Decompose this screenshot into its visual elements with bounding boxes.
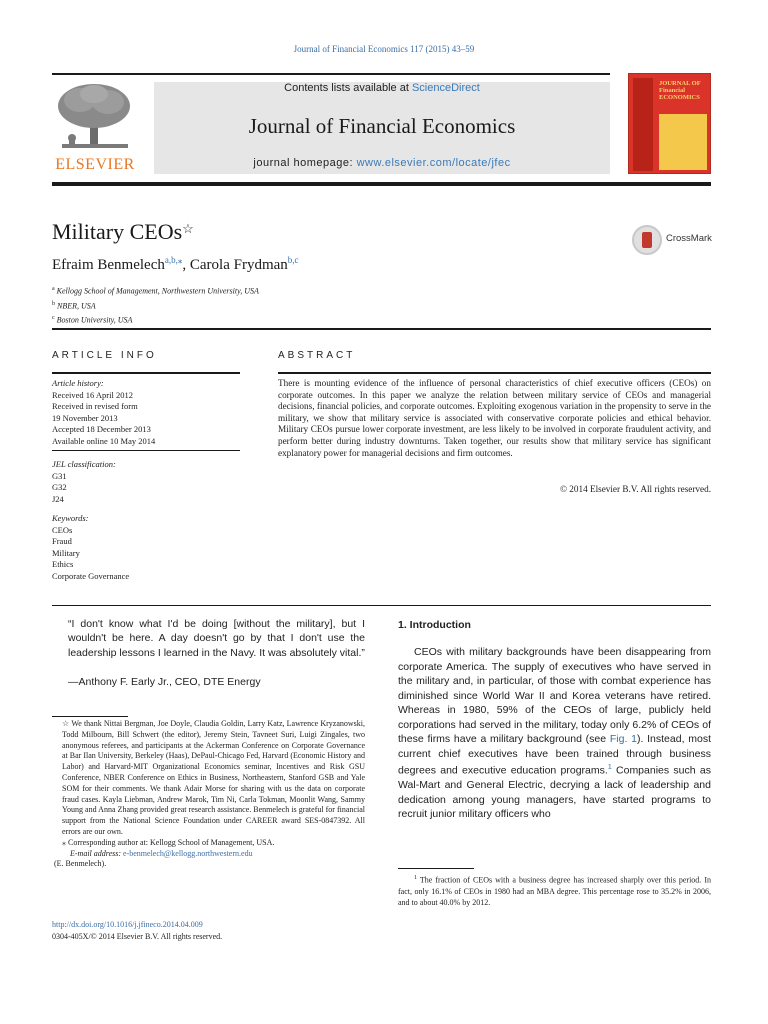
author-benmelech-affil[interactable]: a,b,⁎ (164, 255, 183, 265)
affiliation-a: $^a$ Kellogg School of Management, Northwestern University, USA (52, 286, 259, 296)
elsevier-logo (52, 82, 138, 174)
figure-1-link[interactable]: Fig. 1 (609, 733, 637, 745)
history-item: 19 November 2013 (52, 412, 118, 423)
abstract-copyright: © 2014 Elsevier B.V. All rights reserved. (560, 484, 711, 494)
corresponding-note: ⁎ Corresponding author at: Kellogg School of Management, USA. (62, 837, 275, 847)
footnote-1 (398, 873, 711, 908)
cover-strip (633, 78, 653, 171)
ack-mark: ☆ (62, 719, 70, 728)
footnote-1-ref[interactable]: 1 (607, 764, 612, 771)
author-frydman: , Carola Frydman (182, 257, 288, 273)
journal-header-panel (154, 82, 610, 174)
epigraph-attribution: —Anthony F. Early Jr., CEO, DTE Energy (68, 676, 261, 688)
history-item: Received 16 April 2012 (52, 389, 133, 400)
contents-line (154, 82, 610, 94)
jel-code: G32 (52, 482, 67, 492)
cover-body (659, 114, 707, 170)
contents-prefix: Contents lists available at (284, 82, 412, 94)
journal-citation[interactable]: Journal of Financial Economics 117 (2015) 43–59 (293, 44, 475, 54)
header-top-rule (52, 73, 610, 75)
abstract-text: There is mounting evidence of the influence of personal characteristics of chief executive officers (CEOs) on corporate outcomes. In this paper we analyze the relation between military service of CEOs and managerial decisions, financial policies, and corporate outcomes. Exploiting exogenous variation in the propensity to serve in the military, we show that military service is associated with conservative corporate policies and ethical behavior. Military CEOs pursue lower corporate investment, are less likely to be involved in corporate fraudulent activity, and perform better during industry downturns. Taken together, our results show that military service has significant explanatory power for managerial decisions and firm outcomes. (278, 378, 711, 458)
history-label: Article history: (52, 378, 104, 388)
info-separator (52, 450, 240, 451)
keyword: Corporate Governance (52, 570, 130, 581)
affiliations (52, 283, 259, 327)
homepage-prefix: journal homepage: (253, 157, 357, 169)
footnote-rule-left (52, 716, 128, 717)
tree-icon (52, 82, 138, 154)
history-item: Accepted 18 December 2013 (52, 424, 151, 434)
article-history (52, 378, 240, 451)
doi-link[interactable]: http://dx.doi.org/10.1016/j.jfineco.2014.04.009 (52, 920, 203, 929)
article-info (52, 378, 240, 590)
author-line (52, 255, 299, 274)
keyword: CEOs (52, 524, 73, 535)
homepage-line (154, 157, 610, 169)
article-info-heading: ARTICLE INFO (52, 350, 157, 361)
crossmark-label: CrossMark (666, 233, 712, 244)
history-item: Available online 10 May 2014 (52, 435, 156, 446)
crossmark-badge[interactable] (632, 225, 712, 255)
cover-title: JOURNAL OF Financial ECONOMICS (659, 80, 701, 101)
keyword: Ethics (52, 559, 74, 569)
author-benmelech: Efraim Benmelech (52, 257, 165, 273)
keywords (52, 513, 240, 582)
history-item: Received in revised form (52, 401, 138, 411)
email-note: E-mail address: e-benmelech@kellogg.northwestern.edu (70, 848, 253, 858)
journal-title: Journal of Financial Economics (248, 114, 516, 138)
article-title (52, 219, 194, 245)
title-footnote-mark[interactable]: ☆ (182, 221, 194, 236)
ack-text: We thank Nittai Bergman, Joe Doyle, Claudia Goldin, Larry Katz, Lawrence Kryzanowski, Todd Milbourn, Bill Schwert (the editor), Jeremy Stein, Tavneet Suri, Luigi Zingales, two anonymous referees, and participants at the Ackerman Conference on Corporate Governance at Bar Ilan University, Berkeley (Haas), DePaul-Chicago Fed, Harvard (Economic History and Labor) and Harvard-MIT Organizational Economics seminar, Incentives and Risk GSU Conference, NBER Conference on Ethics in Business, Northeastern, Stanford GSB and Yale SOM for their comments. We thank Adair Morse for sharing with us the data on corporate fraud cases. Kayla Liebman, Andrew Marok, Tim Ni, Carla Tokman, Moonlit Wang, Sammy Young and Anna Zhang provided great research assistance. Benmelech is grateful for financial support from the National Science Foundation under CAREER award SES-0847392. All errors are our own. (62, 719, 366, 836)
article-title-text: Military CEOs (52, 219, 183, 244)
introduction-paragraph: CEOs with military backgrounds have been disappearing from corporate America. The supply of executives who have served in the military and, in particular, of those with combat experience has diminished since World War II and Korea veterans have retired. Whereas in 1980, 59% of the CEOs of large, publicly held corporations had served in the military, today only 6.2% of CEOs of these firms have a military background (see Fig. 1). Instead, most current chief executives have been trained through business degrees and executive education programs.$^1$ Companies such as Wal-Mart and General Electric, decrying a lack of leadership and dedication among young managers, have started programs to recruit junior military officers who (398, 646, 711, 820)
jel-code: G31 (52, 470, 67, 481)
title-rule (52, 328, 711, 330)
ack-paragraph (52, 719, 365, 838)
footnote-1-mark: 1 (414, 875, 417, 881)
affiliation-b: $^b$ NBER, USA (52, 300, 96, 311)
email-link[interactable]: e-benmelech@kellogg.northwestern.edu (123, 848, 253, 858)
crossmark-icon (632, 225, 662, 255)
abstract-rule (278, 372, 711, 374)
sciencedirect-link[interactable]: ScienceDirect (411, 82, 480, 94)
footnote-1-text: The fraction of CEOs with a business degree has increased sharply over this period. In fact, only 16.1% of CEOs in 1980 had an MBA degree. This percentage rose to 35.2% in 2006, and to about 40.0% by 2012. (398, 875, 711, 908)
jel-classification (52, 459, 240, 505)
elsevier-wordmark: ELSEVIER (55, 156, 135, 173)
footnote-rule-right (398, 868, 474, 869)
acknowledgements-footnote (52, 719, 365, 870)
keywords-label: Keywords: (52, 513, 89, 523)
jel-code: J24 (52, 493, 64, 504)
body-separator-rule (52, 605, 711, 606)
keyword: Fraud (52, 536, 72, 546)
header-bottom-rule (52, 182, 711, 186)
homepage-link[interactable]: www.elsevier.com/locate/jfec (356, 157, 511, 169)
abstract-heading: ABSTRACT (278, 350, 356, 361)
introduction-heading: 1. Introduction (398, 619, 471, 631)
issn-line: 0304-405X/© 2014 Elsevier B.V. All rights reserved. (52, 932, 223, 941)
journal-cover-image (628, 73, 711, 174)
jel-label: JEL classification: (52, 459, 116, 469)
epigraph-quote: “I don't know what I'd be doing [without the military], but I wouldn't be here. A day doesn't go by that I don't use the leadership lessons I learned in the Navy. It was absolutely vital.” (68, 618, 365, 659)
article-info-rule (52, 372, 240, 374)
author-frydman-affil[interactable]: b,c (287, 255, 299, 265)
keyword: Military (52, 547, 80, 558)
email-owner: (E. Benmelech). (54, 859, 107, 869)
affiliation-c: $^c$ Boston University, USA (52, 315, 133, 325)
